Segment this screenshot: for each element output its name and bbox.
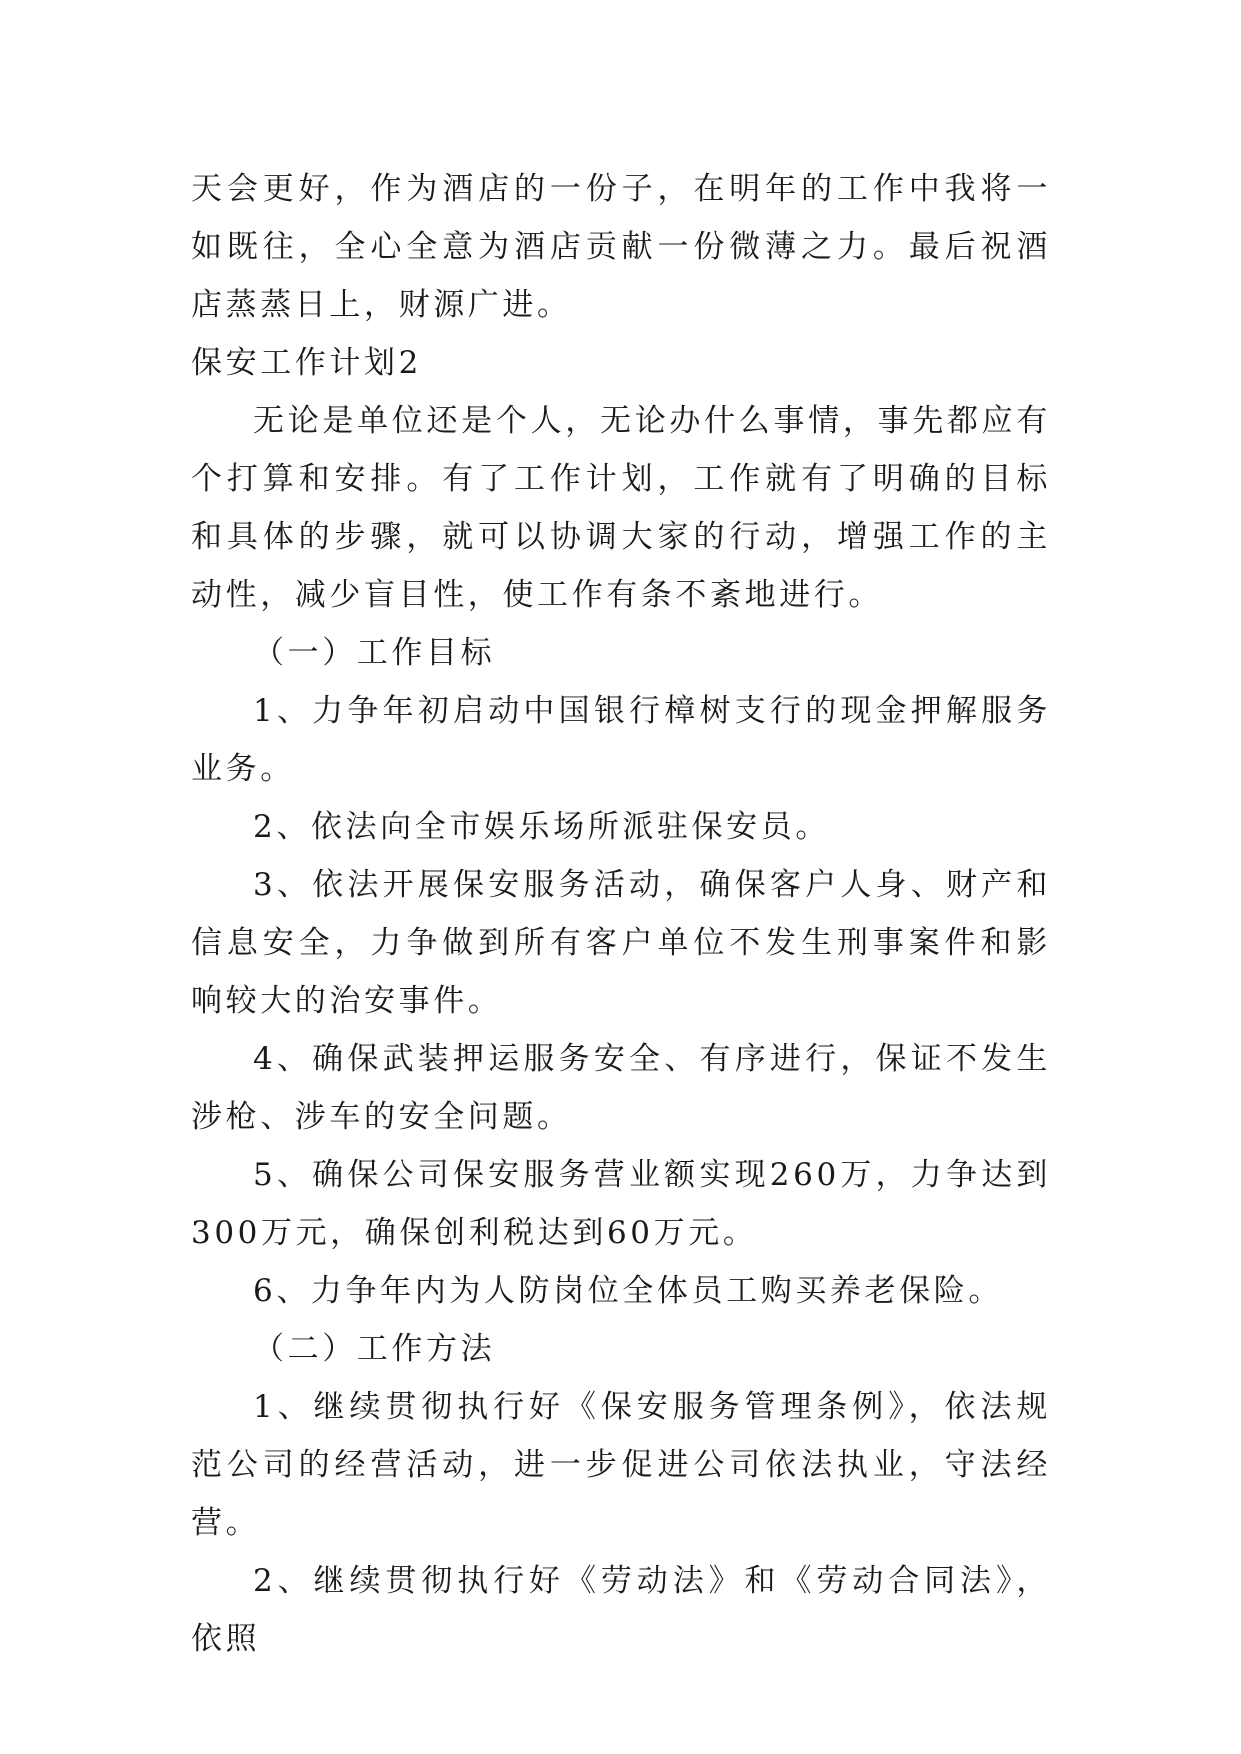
list-item: 2、依法向全市娱乐场所派驻保安员。 xyxy=(253,809,830,845)
list-item: 5、确保公司保安服务营业额实现260万，力争达到300万元，确保创利税达到60万元。 xyxy=(191,1157,1051,1251)
subheading-goals: （一）工作目标 xyxy=(253,635,496,671)
list-item: 6、力争年内为人防岗位全体员工购买养老保险。 xyxy=(253,1273,1003,1309)
section-title: 保安工作计划2 xyxy=(191,345,422,381)
list-item: 2、继续贯彻执行好《劳动法》和《劳动合同法》，依照 xyxy=(191,1563,1051,1657)
list-item: 4、确保武装押运服务安全、有序进行，保证不发生涉枪、涉车的安全问题。 xyxy=(191,1041,1051,1135)
list-item: 1、继续贯彻执行好《保安服务管理条例》，依法规范公司的经营活动，进一步促进公司依法执业，守法经营。 xyxy=(191,1389,1051,1541)
list-item: 3、依法开展保安服务活动，确保客户人身、财产和信息安全，力争做到所有客户单位不发生刑事案件和影响较大的治安事件。 xyxy=(191,867,1051,1019)
document-body xyxy=(191,160,1051,1668)
paragraph-intro: 无论是单位还是个人，无论办什么事情，事先都应有个打算和安排。有了工作计划，工作就有了明确的目标和具体的步骤，就可以协调大家的行动，增强工作的主动性，减少盲目性，使工作有条不紊地进行。 xyxy=(191,403,1051,613)
paragraph-continuation: 天会更好，作为酒店的一份子，在明年的工作中我将一如既往，全心全意为酒店贡献一份微薄之力。最后祝酒店蒸蒸日上，财源广进。 xyxy=(191,171,1051,323)
list-item: 1、力争年初启动中国银行樟树支行的现金押解服务业务。 xyxy=(191,693,1051,787)
subheading-methods: （二）工作方法 xyxy=(253,1331,496,1367)
